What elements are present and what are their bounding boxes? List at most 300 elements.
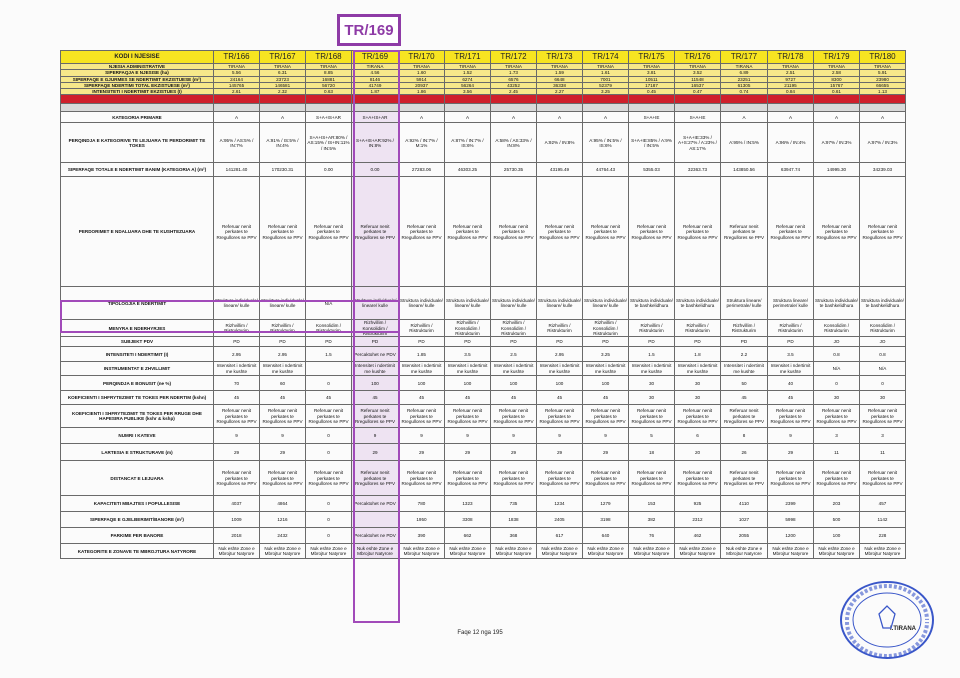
table-cell: Nuk eshte Zone e Mbrojtur Natyrore	[214, 544, 260, 559]
table-cell	[860, 104, 906, 112]
table-cell: 45	[260, 391, 306, 405]
table-cell: Referuar nenit perkates te Rregullores se PPV	[445, 177, 491, 287]
table-cell: PD	[399, 337, 445, 347]
table-cell: Rizhvillim / Konsolidim / Ristrukturim	[352, 320, 399, 337]
table-cell: Referuar nenit perkates te Rregullores se PPV	[399, 405, 445, 428]
table-cell: Referuar nenit perkates te Rregullores se PPV	[537, 405, 583, 428]
table-cell: 3	[860, 428, 906, 444]
table-row	[61, 347, 906, 362]
table-cell: Rizhvillim / Ristrukturim	[675, 320, 721, 337]
table-cell: 1.73	[491, 70, 537, 76]
table-cell: Intensitet i ndertimit me kushte	[583, 362, 629, 376]
table-cell: S+A+IS+AR	[306, 112, 352, 123]
table-cell: Nuk eshte Zone e Mbrojtur Natyrore	[583, 544, 629, 559]
table-cell: 1216	[260, 512, 306, 528]
table-cell: S+A+IE	[629, 112, 675, 123]
table-cell: 0.74	[721, 89, 768, 95]
table-cell: 50	[721, 376, 768, 391]
table-cell: Referuar nenit perkates te Rregullores se PPV	[583, 405, 629, 428]
unit-code-cell: TR/177	[721, 51, 768, 64]
row-label: SIPERFAQE TOTALE E NDERTIMIT BANIM (KATEGORIA A) (m²)	[61, 163, 214, 177]
row-label: INSTRUMENTAT E ZHVILLIMIT	[61, 362, 214, 376]
table-cell: A	[814, 112, 860, 123]
table-cell: A	[537, 112, 583, 123]
table-cell: 2.58	[814, 70, 860, 76]
table-cell: 5.91	[860, 70, 906, 76]
table-row	[61, 163, 906, 177]
table-cell	[814, 95, 860, 104]
table-cell: N/A	[814, 362, 860, 376]
table-cell: S+A+IS+AR	[352, 112, 399, 123]
table-cell: 40	[768, 376, 814, 391]
table-cell: 0	[306, 496, 352, 512]
table-cell: 153	[629, 496, 675, 512]
table-cell: 382	[629, 512, 675, 528]
table-cell: S+A+IS+AR:80% / AS:15% / IS+IN:11% / IN:5%	[306, 123, 352, 163]
table-cell: TIRANA	[675, 64, 721, 70]
table-cell: 6576	[491, 76, 537, 82]
table-cell: 11548	[675, 76, 721, 82]
unit-code-cell: TR/169	[352, 51, 399, 64]
table-cell: Intensitet i ndertimit me kushte	[721, 362, 768, 376]
table-cell: Struktura lineare/ perimetrale/ kulle	[721, 287, 768, 320]
table-cell: 170230.31	[260, 163, 306, 177]
table-cell	[399, 104, 445, 112]
table-cell: 0	[306, 376, 352, 391]
table-cell: 143850.56	[721, 163, 768, 177]
table-cell: 30	[675, 391, 721, 405]
table-cell: Struktura individuale/ lineare/ kulle	[583, 287, 629, 320]
table-cell: 1.59	[537, 70, 583, 76]
table-cell: 0.8	[814, 347, 860, 362]
table-cell: 66655	[860, 82, 906, 88]
table-row	[61, 104, 906, 112]
row-label: MENYRA E NDERHYRJES	[61, 320, 214, 337]
table-cell: 29	[214, 444, 260, 461]
table-cell: Referuar nenit perkates te Rregullores se PPV	[583, 461, 629, 496]
table-cell: S+A+IS+AR:92% / IN:8%	[352, 123, 399, 163]
table-cell: 0.47	[675, 89, 721, 95]
unit-code-callout: TR/169	[337, 14, 401, 46]
table-cell: 368	[491, 528, 537, 544]
table-cell: 145765	[214, 82, 260, 88]
table-row	[61, 496, 906, 512]
table-cell: PD	[675, 337, 721, 347]
table-cell: 3.56	[445, 89, 491, 95]
table-cell	[768, 95, 814, 104]
table-cell: 2399	[768, 496, 814, 512]
table-cell	[721, 95, 768, 104]
table-cell: 7001	[583, 76, 629, 82]
table-cell	[260, 95, 306, 104]
table-cell: S+A+IE	[675, 112, 721, 123]
table-cell: 3198	[583, 512, 629, 528]
table-cell: 9	[445, 428, 491, 444]
table-row	[61, 461, 906, 496]
table-cell: PD	[583, 337, 629, 347]
unit-code-cell: TR/168	[306, 51, 352, 64]
table-cell: Nuk eshte Zone e Mbrojtur Natyrore	[814, 544, 860, 559]
table-cell: 1.61	[583, 70, 629, 76]
table-cell: A:96% / IN:4%	[768, 123, 814, 163]
table-cell	[399, 95, 445, 104]
table-cell: Nuk eshte Zone e Mbrojtur Natyrore	[306, 544, 352, 559]
table-cell: Referuar nenit perkates te Rregullores se PPV	[814, 405, 860, 428]
table-cell: 9	[583, 428, 629, 444]
table-cell: 2312	[675, 512, 721, 528]
table-cell: Konsolidim / Ristrukturim	[860, 320, 906, 337]
table-cell: 6	[675, 428, 721, 444]
table-cell: JO	[860, 337, 906, 347]
table-cell: TIRANA	[583, 64, 629, 70]
table-cell: PD	[260, 337, 306, 347]
table-cell: 16881	[306, 76, 352, 82]
table-row	[61, 391, 906, 405]
table-cell: 3308	[445, 512, 491, 528]
table-cell: S+A+IE:85% / A:9% / IN:5%	[629, 123, 675, 163]
row-label: SUBJEKT PDV	[61, 337, 214, 347]
table-cell: Rizhvillim / Konsolidim / Ristrukturim	[445, 320, 491, 337]
table-cell: Nuk eshte Zone e Mbrojtur Natyrore	[721, 544, 768, 559]
table-cell: A	[399, 112, 445, 123]
table-cell: Referuar nenit perkates te Rregullores se PPV	[306, 461, 352, 496]
table-row	[61, 528, 906, 544]
table-cell: TIRANA	[721, 64, 768, 70]
table-cell: 17187	[629, 82, 675, 88]
row-label: INTENSITETI I NDERTIMIT EKZISTUES (I)	[61, 89, 214, 95]
table-cell: 2432	[260, 528, 306, 544]
table-cell: PD	[445, 337, 491, 347]
table-cell	[214, 104, 260, 112]
unit-code-cell: TR/176	[675, 51, 721, 64]
table-cell: Nuk eshte Zone e Mbrojtur Natyrore	[675, 544, 721, 559]
table-cell: Struktura individuale/ te bashkelidhura	[814, 287, 860, 320]
table-cell: 60	[260, 376, 306, 391]
unit-code-cell: TR/172	[491, 51, 537, 64]
table-cell: Percaktohet ne PDV	[352, 528, 399, 544]
table-cell	[306, 104, 352, 112]
table-cell: 6.89	[721, 70, 768, 76]
table-cell: 1.5	[629, 347, 675, 362]
table-cell: 29	[583, 444, 629, 461]
table-cell: Nuk eshte Zone e Mbrojtur Natyrore	[537, 544, 583, 559]
table-cell: Referuar nenit perkates te Rregullores se PPV	[860, 177, 906, 287]
table-cell: 2.2	[721, 347, 768, 362]
table-row	[61, 428, 906, 444]
table-cell: 2.5	[491, 347, 537, 362]
table-cell: Referuar nenit perkates te Rregullores se PPV	[491, 177, 537, 287]
table-cell: 20937	[399, 82, 445, 88]
table-cell	[491, 104, 537, 112]
table-row	[61, 51, 906, 64]
table-cell: 0.00	[306, 163, 352, 177]
table-cell: 100	[583, 376, 629, 391]
table-cell: 2.95	[537, 347, 583, 362]
table-cell: Struktura individuale/ te bashkelidhura	[675, 287, 721, 320]
row-label	[61, 104, 214, 112]
table-cell: Struktura individuale/ lineare/ kulle	[260, 287, 306, 320]
table-cell: Referuar nenit perkates te Rregullores se PPV	[721, 461, 768, 496]
table-cell: Referuar nenit perkates te Rregullores se PPV	[445, 405, 491, 428]
row-label: NJESIA ADMINISTRATIVE	[61, 64, 214, 70]
unit-code-cell: TR/174	[583, 51, 629, 64]
table-cell: Intensitet i ndertimit me kushte	[675, 362, 721, 376]
unit-code-cell: TR/171	[445, 51, 491, 64]
table-cell: TIRANA	[537, 64, 583, 70]
table-cell: 1323	[445, 496, 491, 512]
table-cell: 56720	[306, 82, 352, 88]
table-cell: PD	[721, 337, 768, 347]
table-cell	[445, 104, 491, 112]
table-cell: 45	[399, 391, 445, 405]
table-cell: 23723	[260, 76, 306, 82]
table-cell	[537, 95, 583, 104]
row-label: KATEGORITE E ZONAVE TE MBROJTURA NATYRORE	[61, 544, 214, 559]
table-cell: Intensitet i ndertimit me kushte	[537, 362, 583, 376]
table-cell: 0.61	[814, 89, 860, 95]
table-cell: Nuk eshte Zone e Mbrojtur Natyrore	[629, 544, 675, 559]
table-cell: 18	[629, 444, 675, 461]
table-cell: 56264	[445, 82, 491, 88]
table-cell: 6.31	[260, 70, 306, 76]
table-cell: Referuar nenit perkates te Rregullores se PPV	[214, 177, 260, 287]
row-label: PARKIME PER BANORE	[61, 528, 214, 544]
table-cell: 1950	[399, 512, 445, 528]
table-cell: PD	[768, 337, 814, 347]
table-cell: Percaktohet ne PDV	[352, 347, 399, 362]
page-number: Faqe 12 nga 195	[457, 630, 503, 636]
table-cell: 1.8	[675, 347, 721, 362]
table-row	[61, 512, 906, 528]
table-cell: A:95% / IN:5% / IS:6%	[583, 123, 629, 163]
table-cell: 30	[814, 391, 860, 405]
table-cell: 1.52	[445, 70, 491, 76]
table-cell: A	[445, 112, 491, 123]
table-cell: Intensitet i ndertimit me kushte	[399, 362, 445, 376]
table-cell: 43252	[491, 82, 537, 88]
table-cell: PD	[537, 337, 583, 347]
table-cell: 9	[491, 428, 537, 444]
table-cell: Rizhvillim / Ristrukturim	[399, 320, 445, 337]
table-cell: 2.95	[260, 347, 306, 362]
table-cell: 1.87	[352, 89, 399, 95]
table-row	[61, 337, 906, 347]
table-cell: 2018	[214, 528, 260, 544]
table-cell: 25730.35	[491, 163, 537, 177]
table-cell: 640	[583, 528, 629, 544]
table-cell: Referuar nenit perkates te Rregullores se PPV	[721, 177, 768, 287]
table-cell: 34239.03	[860, 163, 906, 177]
unit-code-cell: TR/180	[860, 51, 906, 64]
table-cell: Referuar nenit perkates te Rregullores se PPV	[399, 461, 445, 496]
table-cell: 45	[721, 391, 768, 405]
table-cell: A:92% / IN:7% / M:1%	[399, 123, 445, 163]
table-cell: 45	[491, 391, 537, 405]
table-cell: Referuar nenit perkates te Rregullores se PPV	[675, 461, 721, 496]
table-cell: 76	[629, 528, 675, 544]
table-cell: 2405	[537, 512, 583, 528]
table-cell: Intensitet i ndertimit me kushte	[445, 362, 491, 376]
table-cell: Struktura individuale/ te bashkelidhura	[860, 287, 906, 320]
table-cell: TIRANA	[814, 64, 860, 70]
table-cell: A:97% / IN:3%	[814, 123, 860, 163]
table-cell: 1.85	[399, 347, 445, 362]
table-cell: 52379	[583, 82, 629, 88]
table-cell: PD	[491, 337, 537, 347]
unit-code-cell: TR/178	[768, 51, 814, 64]
table-cell: 0	[306, 428, 352, 444]
table-cell	[721, 104, 768, 112]
table-cell: 500	[814, 512, 860, 528]
table-cell: JO	[814, 337, 860, 347]
row-label: INTENSITETI I NDERTIMIT (I)	[61, 347, 214, 362]
table-cell: Percaktohet ne PDV	[352, 496, 399, 512]
row-label: KAPACITETI MBAJTES I POPULLESISE	[61, 496, 214, 512]
table-cell: 0.8	[860, 347, 906, 362]
table-cell: 0	[860, 376, 906, 391]
table-row	[61, 95, 906, 104]
table-cell: Referuar nenit perkates te Rregullores se PPV	[491, 405, 537, 428]
table-cell: 36338	[537, 82, 583, 88]
unit-code-cell: TR/179	[814, 51, 860, 64]
table-cell: N/A	[306, 287, 352, 320]
row-label: SIPERFAQJA E NJESISE (ha)	[61, 70, 214, 76]
row-label: PERQINDJA E BONUSIT (ne %)	[61, 376, 214, 391]
table-row	[61, 112, 906, 123]
table-cell: A:97% / IN:3%	[860, 123, 906, 163]
table-cell: 9727	[768, 76, 814, 82]
row-label: KOEFICIENTI I SHFRYTEZIMIT TE TOKES PER NDERTIM (kshn)	[61, 391, 214, 405]
table-cell: Referuar nenit perkates te Rregullores se PPV	[399, 177, 445, 287]
table-cell: 29	[768, 444, 814, 461]
table-cell: TIRANA	[306, 64, 352, 70]
table-cell: Referuar nenit perkates te Rregullores se PPV	[352, 177, 399, 287]
table-row	[61, 177, 906, 287]
table-cell: 23980	[860, 76, 906, 82]
table-cell: 20	[675, 444, 721, 461]
table-cell: 15767	[814, 82, 860, 88]
table-cell: 100	[491, 376, 537, 391]
table-cell: Intensitet i ndertimit me kushte	[352, 362, 399, 376]
table-cell: Referuar nenit perkates te Rregullores se PPV	[306, 405, 352, 428]
row-label: KODI I NJESISE	[61, 51, 214, 64]
table-cell: Referuar nenit perkates te Rregullores se PPV	[675, 405, 721, 428]
table-cell: 2.27	[537, 89, 583, 95]
table-cell: 41749	[352, 82, 399, 88]
table-cell: 462	[675, 528, 721, 544]
table-cell: 1.5	[306, 347, 352, 362]
table-cell	[445, 95, 491, 104]
table-cell: 8.85	[306, 70, 352, 76]
table-cell: Intensitet i ndertimit me kushte	[768, 362, 814, 376]
table-cell: Intensitet i ndertimit me kushte	[629, 362, 675, 376]
table-cell: Referuar nenit perkates te Rregullores se PPV	[352, 461, 399, 496]
table-cell: Referuar nenit perkates te Rregullores se PPV	[629, 405, 675, 428]
unit-code-cell: TR/167	[260, 51, 306, 64]
unit-code-cell: TR/170	[399, 51, 445, 64]
table-cell: TIRANA	[214, 64, 260, 70]
table-cell: TIRANA	[860, 64, 906, 70]
table-cell: 1.86	[399, 89, 445, 95]
table-cell: 2.51	[768, 70, 814, 76]
table-cell: 617	[537, 528, 583, 544]
unit-code-cell: TR/173	[537, 51, 583, 64]
table-cell: 9	[399, 428, 445, 444]
table-cell: 11	[814, 444, 860, 461]
table-row	[61, 362, 906, 376]
table-cell: 10511	[629, 76, 675, 82]
table-cell: TIRANA	[491, 64, 537, 70]
row-label: DISTANCAT E LEJUARA	[61, 461, 214, 496]
table-cell: 23251	[721, 76, 768, 82]
table-cell: 0.45	[629, 89, 675, 95]
table-cell: 0.00	[352, 163, 399, 177]
regulation-table	[60, 50, 906, 559]
table-cell: 45	[214, 391, 260, 405]
table-cell: 141281.40	[214, 163, 260, 177]
row-label: SIPERFAQE NDERTIMI TOTAL EKZISTUESE (m²)	[61, 82, 214, 88]
table-cell: Rizhvillim / Ristrukturim	[537, 320, 583, 337]
table-cell: 45	[352, 391, 399, 405]
table-cell: Referuar nenit perkates te Rregullores se PPV	[860, 461, 906, 496]
table-cell: Rizhvillim / Konsolidim / Ristrukturim	[491, 320, 537, 337]
table-cell: 662	[445, 528, 491, 544]
table-cell: A	[260, 112, 306, 123]
table-cell: Struktura individuale/ lineare/ kulle	[352, 287, 399, 320]
table-cell: 1838	[491, 512, 537, 528]
table-row	[61, 444, 906, 461]
table-cell	[675, 95, 721, 104]
table-cell: Referuar nenit perkates te Rregullores se PPV	[352, 405, 399, 428]
table-cell: 29	[399, 444, 445, 461]
table-cell: 8	[721, 428, 768, 444]
table-cell: Struktura individuale/ lineare/ kulle	[491, 287, 537, 320]
row-label: LARTESIA E STRUKTURAVE (m)	[61, 444, 214, 461]
table-cell	[491, 95, 537, 104]
table-cell: Intensitet i ndertimit me kushte	[260, 362, 306, 376]
table-cell: 2.95	[214, 347, 260, 362]
official-seal-icon	[835, 578, 939, 662]
table-cell: 146581	[260, 82, 306, 88]
table-cell: 30	[675, 376, 721, 391]
table-cell: 4110	[721, 496, 768, 512]
row-label: NUMRI I KATEVE	[61, 428, 214, 444]
table-cell: Referuar nenit perkates te Rregullores se PPV	[214, 461, 260, 496]
table-cell: Referuar nenit perkates te Rregullores se PPV	[629, 177, 675, 287]
table-cell: Nuk eshte Zone e Mbrojtur Natyrore	[399, 544, 445, 559]
table-cell	[214, 95, 260, 104]
table-cell: 5	[629, 428, 675, 444]
table-cell: 0	[306, 528, 352, 544]
table-cell: 3.5	[445, 347, 491, 362]
table-cell: 4864	[260, 496, 306, 512]
row-label: SIPERFAQE E GJELBERIMIT/BANORE (m²)	[61, 512, 214, 528]
table-cell: N/A	[860, 362, 906, 376]
table-cell: Referuar nenit perkates te Rregullores se PPV	[675, 177, 721, 287]
table-cell: TIRANA	[629, 64, 675, 70]
table-cell: Rizhvillim / Ristrukturim	[214, 320, 260, 337]
table-cell: 26	[721, 444, 768, 461]
table-cell	[260, 104, 306, 112]
table-cell: Nuk eshte Zone e Mbrojtur Natyrore	[491, 544, 537, 559]
table-cell	[675, 104, 721, 112]
table-cell: 0.63	[306, 89, 352, 95]
table-cell: Referuar nenit perkates te Rregullores se PPV	[814, 177, 860, 287]
unit-code-cell: TR/166	[214, 51, 260, 64]
table-cell: 21195	[768, 82, 814, 88]
table-cell: 0	[306, 444, 352, 461]
table-cell: 9	[537, 428, 583, 444]
